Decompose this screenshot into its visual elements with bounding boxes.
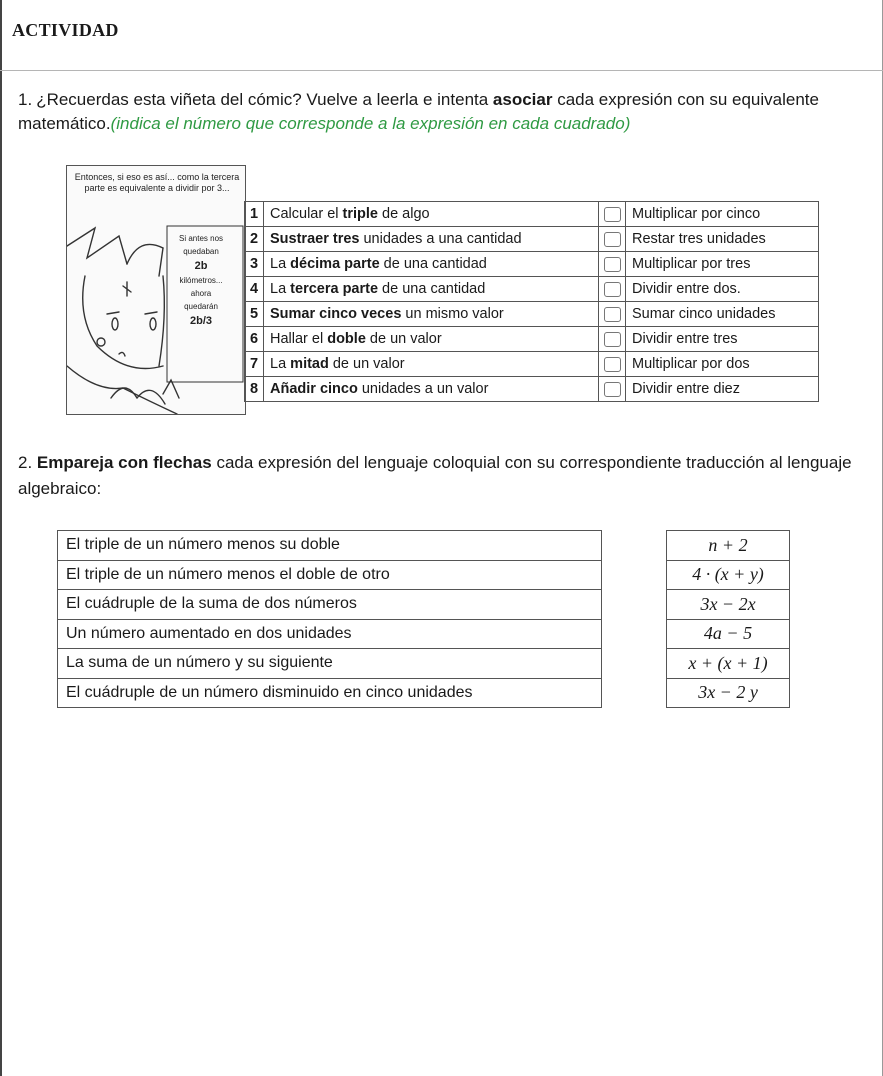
match-row [245, 302, 819, 327]
equivalent-cell: Dividir entre dos. [626, 277, 819, 302]
bubble-line-4: ahora [190, 289, 212, 298]
colloquial-row [58, 531, 602, 561]
row-number: 5 [245, 302, 264, 327]
answer-box-cell [599, 252, 626, 277]
answer-checkbox[interactable] [604, 307, 621, 322]
expression-cell [264, 377, 599, 402]
algebraic-expression[interactable]: n + 2 [667, 531, 790, 561]
expression-bold: tercera parte [290, 281, 379, 297]
comic-panel [66, 165, 246, 415]
row-number: 8 [245, 377, 264, 402]
answer-box-cell [599, 302, 626, 327]
algebraic-row [667, 531, 790, 561]
algebraic-expression[interactable]: 3x − 2x [667, 590, 790, 620]
row-number: 2 [245, 227, 264, 252]
question-2-text: cada expresión del lenguaje coloquial con su correspondiente traducción al lenguaje algebraico: [18, 453, 852, 498]
expression-cell [264, 302, 599, 327]
matching-table [244, 201, 819, 402]
bubble-line-1: Si antes nos [178, 234, 224, 243]
colloquial-expression[interactable]: El cuádruple de un número disminuido en cinco unidades [58, 678, 602, 708]
question-1-hint: (indica el número que corresponde a la expresión en cada cuadrado) [110, 114, 631, 133]
equivalent-cell: Dividir entre tres [626, 327, 819, 352]
expression-bold: Sustraer tres [270, 231, 360, 247]
colloquial-expression[interactable]: El cuádruple de la suma de dos números [58, 590, 602, 620]
equivalent-cell: Restar tres unidades [626, 227, 819, 252]
expression-cell [264, 352, 599, 377]
equivalent-cell: Multiplicar por dos [626, 352, 819, 377]
question-2-bold: Empareja con flechas [36, 453, 212, 472]
colloquial-table [57, 530, 602, 708]
row-number: 1 [245, 202, 264, 227]
expression-pre: Hallar el [270, 331, 328, 347]
algebraic-expression[interactable]: x + (x + 1) [667, 649, 790, 679]
expression-bold: triple [342, 206, 378, 222]
equivalent-cell: Multiplicar por cinco [626, 202, 819, 227]
match-row [245, 327, 819, 352]
algebraic-expression[interactable]: 4a − 5 [667, 619, 790, 649]
answer-box-cell [599, 352, 626, 377]
algebraic-row [667, 678, 790, 708]
algebraic-row [667, 560, 790, 590]
algebraic-row [667, 619, 790, 649]
answer-checkbox[interactable] [604, 207, 621, 222]
answer-checkbox[interactable] [604, 232, 621, 247]
expression-post: un mismo valor [401, 306, 504, 322]
match-row [245, 202, 819, 227]
answer-box-cell [599, 377, 626, 402]
expression-pre: Calcular el [270, 206, 343, 222]
answer-box-cell [599, 202, 626, 227]
expression-post: unidades a una cantidad [359, 231, 522, 247]
expression-post: de una cantidad [379, 256, 487, 272]
colloquial-row [58, 590, 602, 620]
algebraic-row [667, 590, 790, 620]
expression-bold: doble [327, 331, 366, 347]
answer-checkbox[interactable] [604, 257, 621, 272]
colloquial-expression[interactable]: La suma de un número y su siguiente [58, 649, 602, 679]
expression-post: unidades a un valor [357, 381, 489, 397]
algebraic-expression[interactable]: 4 · (x + y) [667, 560, 790, 590]
expression-bold: mitad [290, 356, 329, 372]
question-1 [18, 88, 858, 136]
expression-cell [264, 277, 599, 302]
title-divider [0, 70, 883, 71]
row-number: 3 [245, 252, 264, 277]
colloquial-row [58, 560, 602, 590]
row-number: 7 [245, 352, 264, 377]
expression-post: de un valor [365, 331, 442, 347]
page-title: ACTIVIDAD [12, 20, 119, 40]
colloquial-expression[interactable]: Un número aumentado en dos unidades [58, 619, 602, 649]
colloquial-row [58, 649, 602, 679]
colloquial-row [58, 619, 602, 649]
expression-post: de algo [377, 206, 430, 222]
expression-bold: Añadir cinco [270, 381, 358, 397]
bubble-value-2: 2b/3 [189, 315, 212, 327]
row-number: 6 [245, 327, 264, 352]
expression-post: de un valor [328, 356, 405, 372]
equivalent-cell: Multiplicar por tres [626, 252, 819, 277]
algebraic-table [666, 530, 790, 708]
colloquial-row [58, 678, 602, 708]
expression-bold: Sumar cinco veces [270, 306, 402, 322]
expression-pre: La [270, 356, 291, 372]
question-1-text-after: cada expresión con su equivalente matemático. [18, 90, 819, 133]
speech-bubble [169, 232, 233, 372]
expression-cell [264, 327, 599, 352]
bubble-line-3: kilómetros... [179, 276, 223, 285]
question-1-text-before: ¿Recuerdas esta viñeta del cómic? Vuelve a leerla e intenta [36, 90, 493, 109]
page-border-left [0, 0, 2, 1076]
colloquial-expression[interactable]: El triple de un número menos su doble [58, 531, 602, 561]
expression-bold: décima parte [290, 256, 380, 272]
expression-cell [264, 252, 599, 277]
comic-caption: Entonces, si eso es así... como la tercera parte es equivalente a dividir por 3... [74, 172, 240, 193]
answer-box-cell [599, 277, 626, 302]
question-2 [18, 450, 858, 502]
expression-pre: La [270, 256, 291, 272]
answer-box-cell [599, 227, 626, 252]
equivalent-cell: Dividir entre diez [626, 377, 819, 402]
match-row [245, 277, 819, 302]
answer-checkbox[interactable] [604, 357, 621, 372]
question-1-bold: asociar [492, 90, 553, 109]
expression-cell [264, 227, 599, 252]
bubble-line-2: quedaban [183, 247, 219, 256]
match-row [245, 227, 819, 252]
bubble-line-5: quedarán [184, 302, 218, 311]
match-row [245, 252, 819, 277]
colloquial-expression[interactable]: El triple de un número menos el doble de otro [58, 560, 602, 590]
answer-checkbox[interactable] [604, 332, 621, 347]
question-2-number: 2. [18, 453, 33, 472]
row-number: 4 [245, 277, 264, 302]
question-1-number: 1. [18, 90, 33, 109]
expression-cell [264, 202, 599, 227]
equivalent-cell: Sumar cinco unidades [626, 302, 819, 327]
expression-post: de una cantidad [378, 281, 486, 297]
algebraic-row [667, 649, 790, 679]
answer-checkbox[interactable] [604, 382, 621, 397]
answer-checkbox[interactable] [604, 282, 621, 297]
match-row [245, 377, 819, 402]
expression-pre: La [270, 281, 291, 297]
bubble-value-1: 2b [194, 260, 208, 272]
match-row [245, 352, 819, 377]
algebraic-expression[interactable]: 3x − 2 y [667, 678, 790, 708]
answer-box-cell [599, 327, 626, 352]
